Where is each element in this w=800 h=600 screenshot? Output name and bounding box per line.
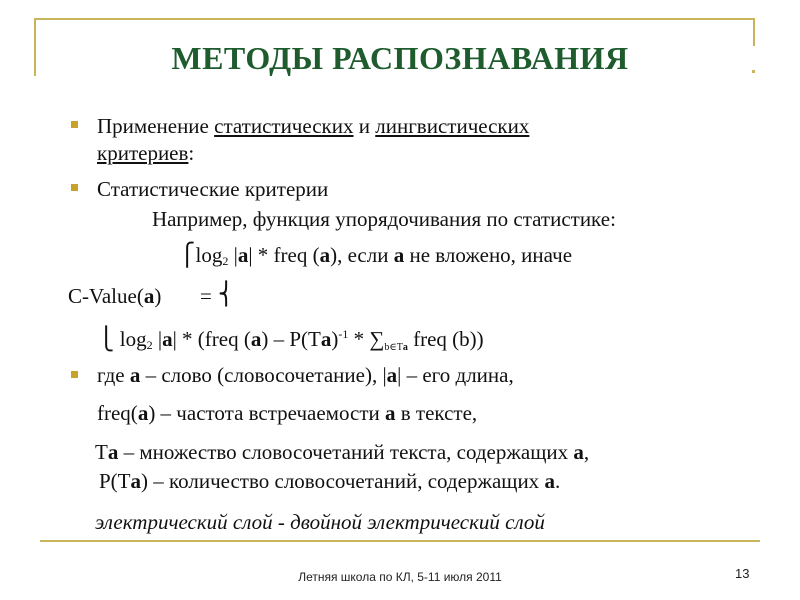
formula-row-1 — [179, 243, 572, 273]
superscript: -1 — [338, 327, 349, 341]
sum-subscript: b∈T — [384, 342, 403, 353]
text: ) – частота встречаемости — [148, 401, 385, 425]
var-a: a — [129, 363, 141, 387]
text: где — [97, 363, 130, 387]
frame-bottom-line — [40, 540, 760, 542]
var-a: a — [393, 243, 405, 267]
text: , — [583, 440, 590, 464]
bullet-item-1-line-1 — [97, 114, 529, 138]
var-a: a — [130, 469, 141, 493]
bar: | — [172, 327, 177, 351]
formula-row-2 — [98, 322, 484, 360]
var-a: a — [237, 243, 249, 267]
bullet-marker — [71, 184, 78, 191]
example-line: Например, функция упорядочивания по статистике: — [152, 207, 616, 231]
log: log — [195, 243, 223, 267]
bullet-item-1-line-2 — [97, 141, 194, 165]
text: – множество словосочетаний текста, содержащих — [118, 440, 574, 464]
definition-line-4 — [99, 469, 560, 493]
formula-brace-middle — [218, 282, 235, 307]
bar: | — [248, 243, 253, 267]
text: ) – количество словосочетаний, содержащих — [141, 469, 545, 493]
sum-subscript-a: a — [402, 342, 408, 353]
log-base: 2 — [146, 338, 153, 352]
frame-top-line — [34, 18, 755, 20]
text: ) – P(T — [261, 327, 321, 351]
underlined-term: лингвистических — [375, 114, 530, 138]
text: и — [353, 114, 376, 138]
formula-eq — [200, 284, 212, 308]
brace-middle: ⎨ — [218, 282, 235, 307]
text: : — [188, 141, 195, 165]
var-a: a — [143, 284, 155, 308]
var-a: a — [386, 363, 398, 387]
text: T — [95, 440, 108, 464]
sum-sign: * ∑ — [348, 327, 385, 351]
formula-lhs — [68, 284, 161, 308]
bar: | — [152, 327, 163, 351]
definition-line-1 — [97, 363, 514, 387]
text: * freq ( — [252, 243, 320, 267]
text: Применение — [97, 114, 215, 138]
var-a: a — [107, 440, 119, 464]
definition-line-2 — [97, 401, 477, 425]
var-a: a — [573, 440, 584, 464]
text: ) — [154, 284, 162, 308]
var-a: a — [162, 327, 173, 351]
log: log — [119, 327, 147, 351]
underlined-term: статистических — [214, 114, 354, 138]
text: . — [554, 469, 561, 493]
text: * (freq ( — [176, 327, 251, 351]
var-a: a — [319, 243, 331, 267]
var-a: a — [250, 327, 262, 351]
text: ) — [331, 327, 339, 351]
brace-top: ⎧ — [179, 243, 196, 268]
example-term-line: электрический слой - двойной электрический слой — [95, 510, 545, 534]
var-a: a — [137, 401, 149, 425]
var-a: a — [544, 469, 555, 493]
equals-sign: = — [200, 284, 212, 308]
brace-bottom: ⎩ — [98, 327, 115, 352]
underlined-term: критериев — [97, 141, 189, 165]
bar: | — [228, 243, 238, 267]
bullet-item-2: Статистические критерии — [97, 177, 329, 201]
slide-title: МЕТОДЫ РАСПОЗНАВАНИЯ — [171, 40, 629, 76]
text: в тексте, — [395, 401, 478, 425]
slide-footer: Летняя школа по КЛ, 5-11 июля 2011 — [298, 570, 502, 584]
var-a: a — [384, 401, 396, 425]
bullet-marker — [71, 371, 78, 378]
log-base: 2 — [222, 254, 229, 268]
text: – слово (словосочетание), | — [140, 363, 387, 387]
text: ), если — [330, 243, 394, 267]
text: не вложено, иначе — [404, 243, 573, 267]
text: P(T — [99, 469, 131, 493]
text: freq (b)) — [407, 327, 484, 351]
text: C-Value( — [68, 284, 144, 308]
bullet-marker — [71, 121, 78, 128]
page-number: 13 — [735, 566, 750, 581]
text: | – его длина, — [397, 363, 514, 387]
text: freq( — [97, 401, 138, 425]
definition-line-3 — [95, 440, 589, 464]
var-a: a — [320, 327, 332, 351]
